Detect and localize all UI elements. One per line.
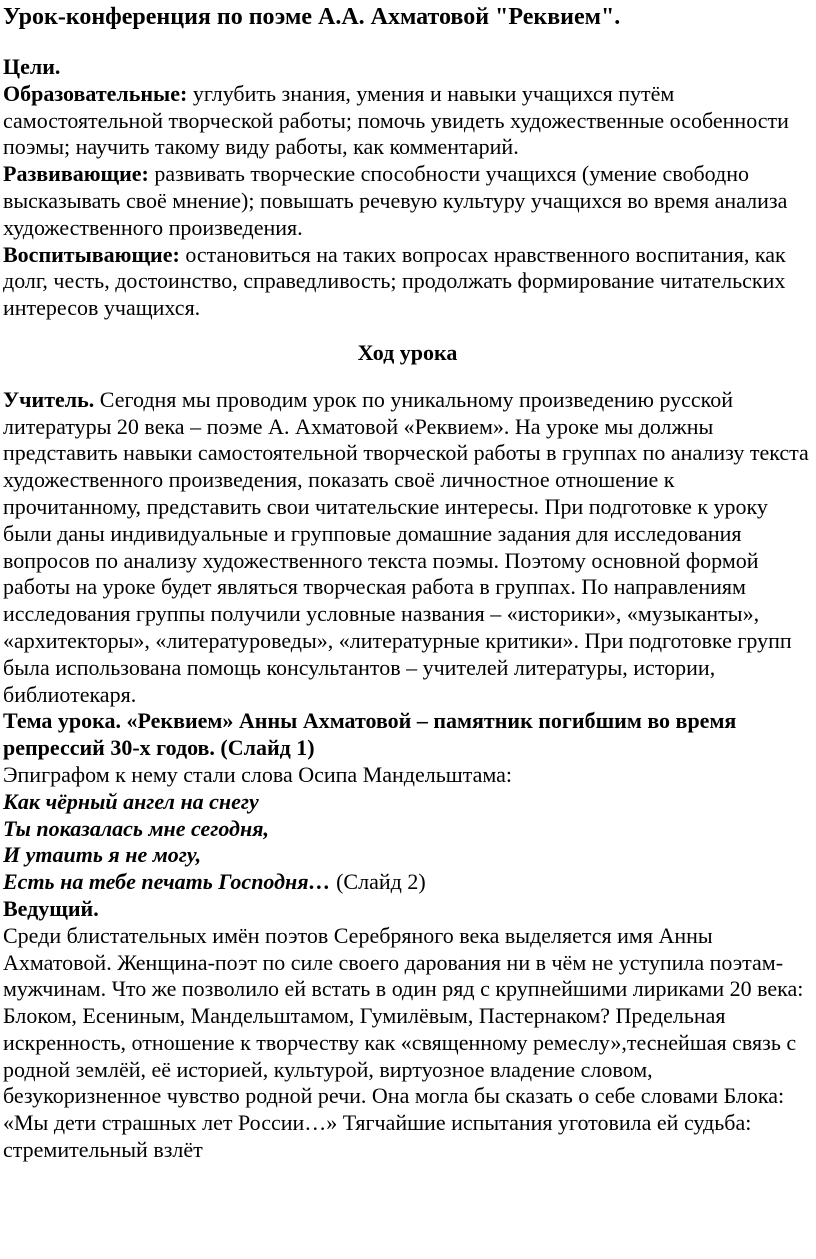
epigraph-line: Как чёрный ангел на снегу — [3, 788, 259, 814]
lesson-topic: Тема урока. «Реквием» Анны Ахматовой – памятник погибшим во время репрессий 30-х годов. (Слайд 1) — [3, 708, 737, 761]
goals-heading: Цели. — [3, 54, 61, 79]
goal-label: Образовательные: — [3, 80, 188, 106]
goal-upbringing — [3, 242, 816, 322]
epigraph-line: И утаить я не могу, — [3, 842, 202, 868]
host-paragraph: Среди блистательных имён поэтов Серебряного века выделяется имя Анны Ахматовой. Женщина-поэт по силе своего дарования ни в чём не уступила поэтам-мужчинам. Что же позволило ей встать в один ряд с крупнейшими лириками 20 века: Блоком, Есениным, Мандельштамом, Гумилёвым, Пастернаком? Предельная искренность, отношение к творчеству как «священному ремеслу»,теснейшая связь с родной землёй, её историей, культурой, виртуозное владение словом, безукоризненное чувство родной речи. Она могла бы сказать о себе словами Блока: «Мы дети страшных лет России…» Тягчайшие испытания уготовила ей судьба: стремительный взлёт — [3, 922, 804, 1163]
section-heading: Ход урока — [357, 339, 458, 365]
goal-text: развивать творческие способности учащихся (умение свободно высказывать своё мнение); повышать речевую культуру учащихся во время анализа художественного произведения. — [3, 161, 788, 240]
teacher-text: Сегодня мы проводим урок по уникальному произведению русской литературы 20 века – поэме А. Ахматовой «Реквием». На уроке мы должны представить навыки самостоятельной творческой работы в группах по анализу текста художественного произведения, показать своё личностное отношение к прочитанному, представить свои читательские интересы. При подготовке к уроку были даны индивидуальные и групповые домашние задания для исследования вопросов по анализу художественного текста поэмы. Поэтому основной формой работы на уроке будет являться творческая работа в группах. По направлениям исследования группы получили условные названия – «историки», «музыканты», «архитекторы», «литературоведы», «литературные критики». При подготовке групп была использована помощь консультантов – учителей литературы, истории, библиотекаря. — [3, 386, 809, 707]
document-title: Урок-конференция по поэме А.А. Ахматовой "Реквием". — [3, 4, 621, 30]
slide-reference: (Слайд 2) — [330, 869, 426, 895]
goal-label: Воспитывающие: — [3, 241, 180, 267]
speaker-label: Учитель. — [3, 386, 95, 412]
epigraph-line: Есть на тебе печать Господня… — [3, 869, 331, 895]
epigraph-line: Ты показалась мне сегодня, — [3, 815, 270, 841]
goal-text: углубить знания, умения и навыки учащихся путём самостоятельной творческой работы; помочь увидеть художественные особенности поэмы; научить такому виду работы, как комментарий. — [3, 80, 789, 160]
goal-developing — [3, 161, 816, 241]
epigraph-intro: Эпиграфом к нему стали слова Осипа Мандельштама: — [3, 761, 512, 787]
epigraph-last-line — [3, 869, 816, 896]
teacher-paragraph — [3, 387, 816, 709]
goal-label: Развивающие: — [3, 161, 149, 187]
host-label: Ведущий. — [3, 895, 99, 921]
goal-text: остановиться на таких вопросах нравственного воспитания, как долг, честь, достоинство, справедливость; продолжать формирование читательских интересов учащихся. — [3, 241, 786, 321]
goal-educational — [3, 81, 816, 161]
